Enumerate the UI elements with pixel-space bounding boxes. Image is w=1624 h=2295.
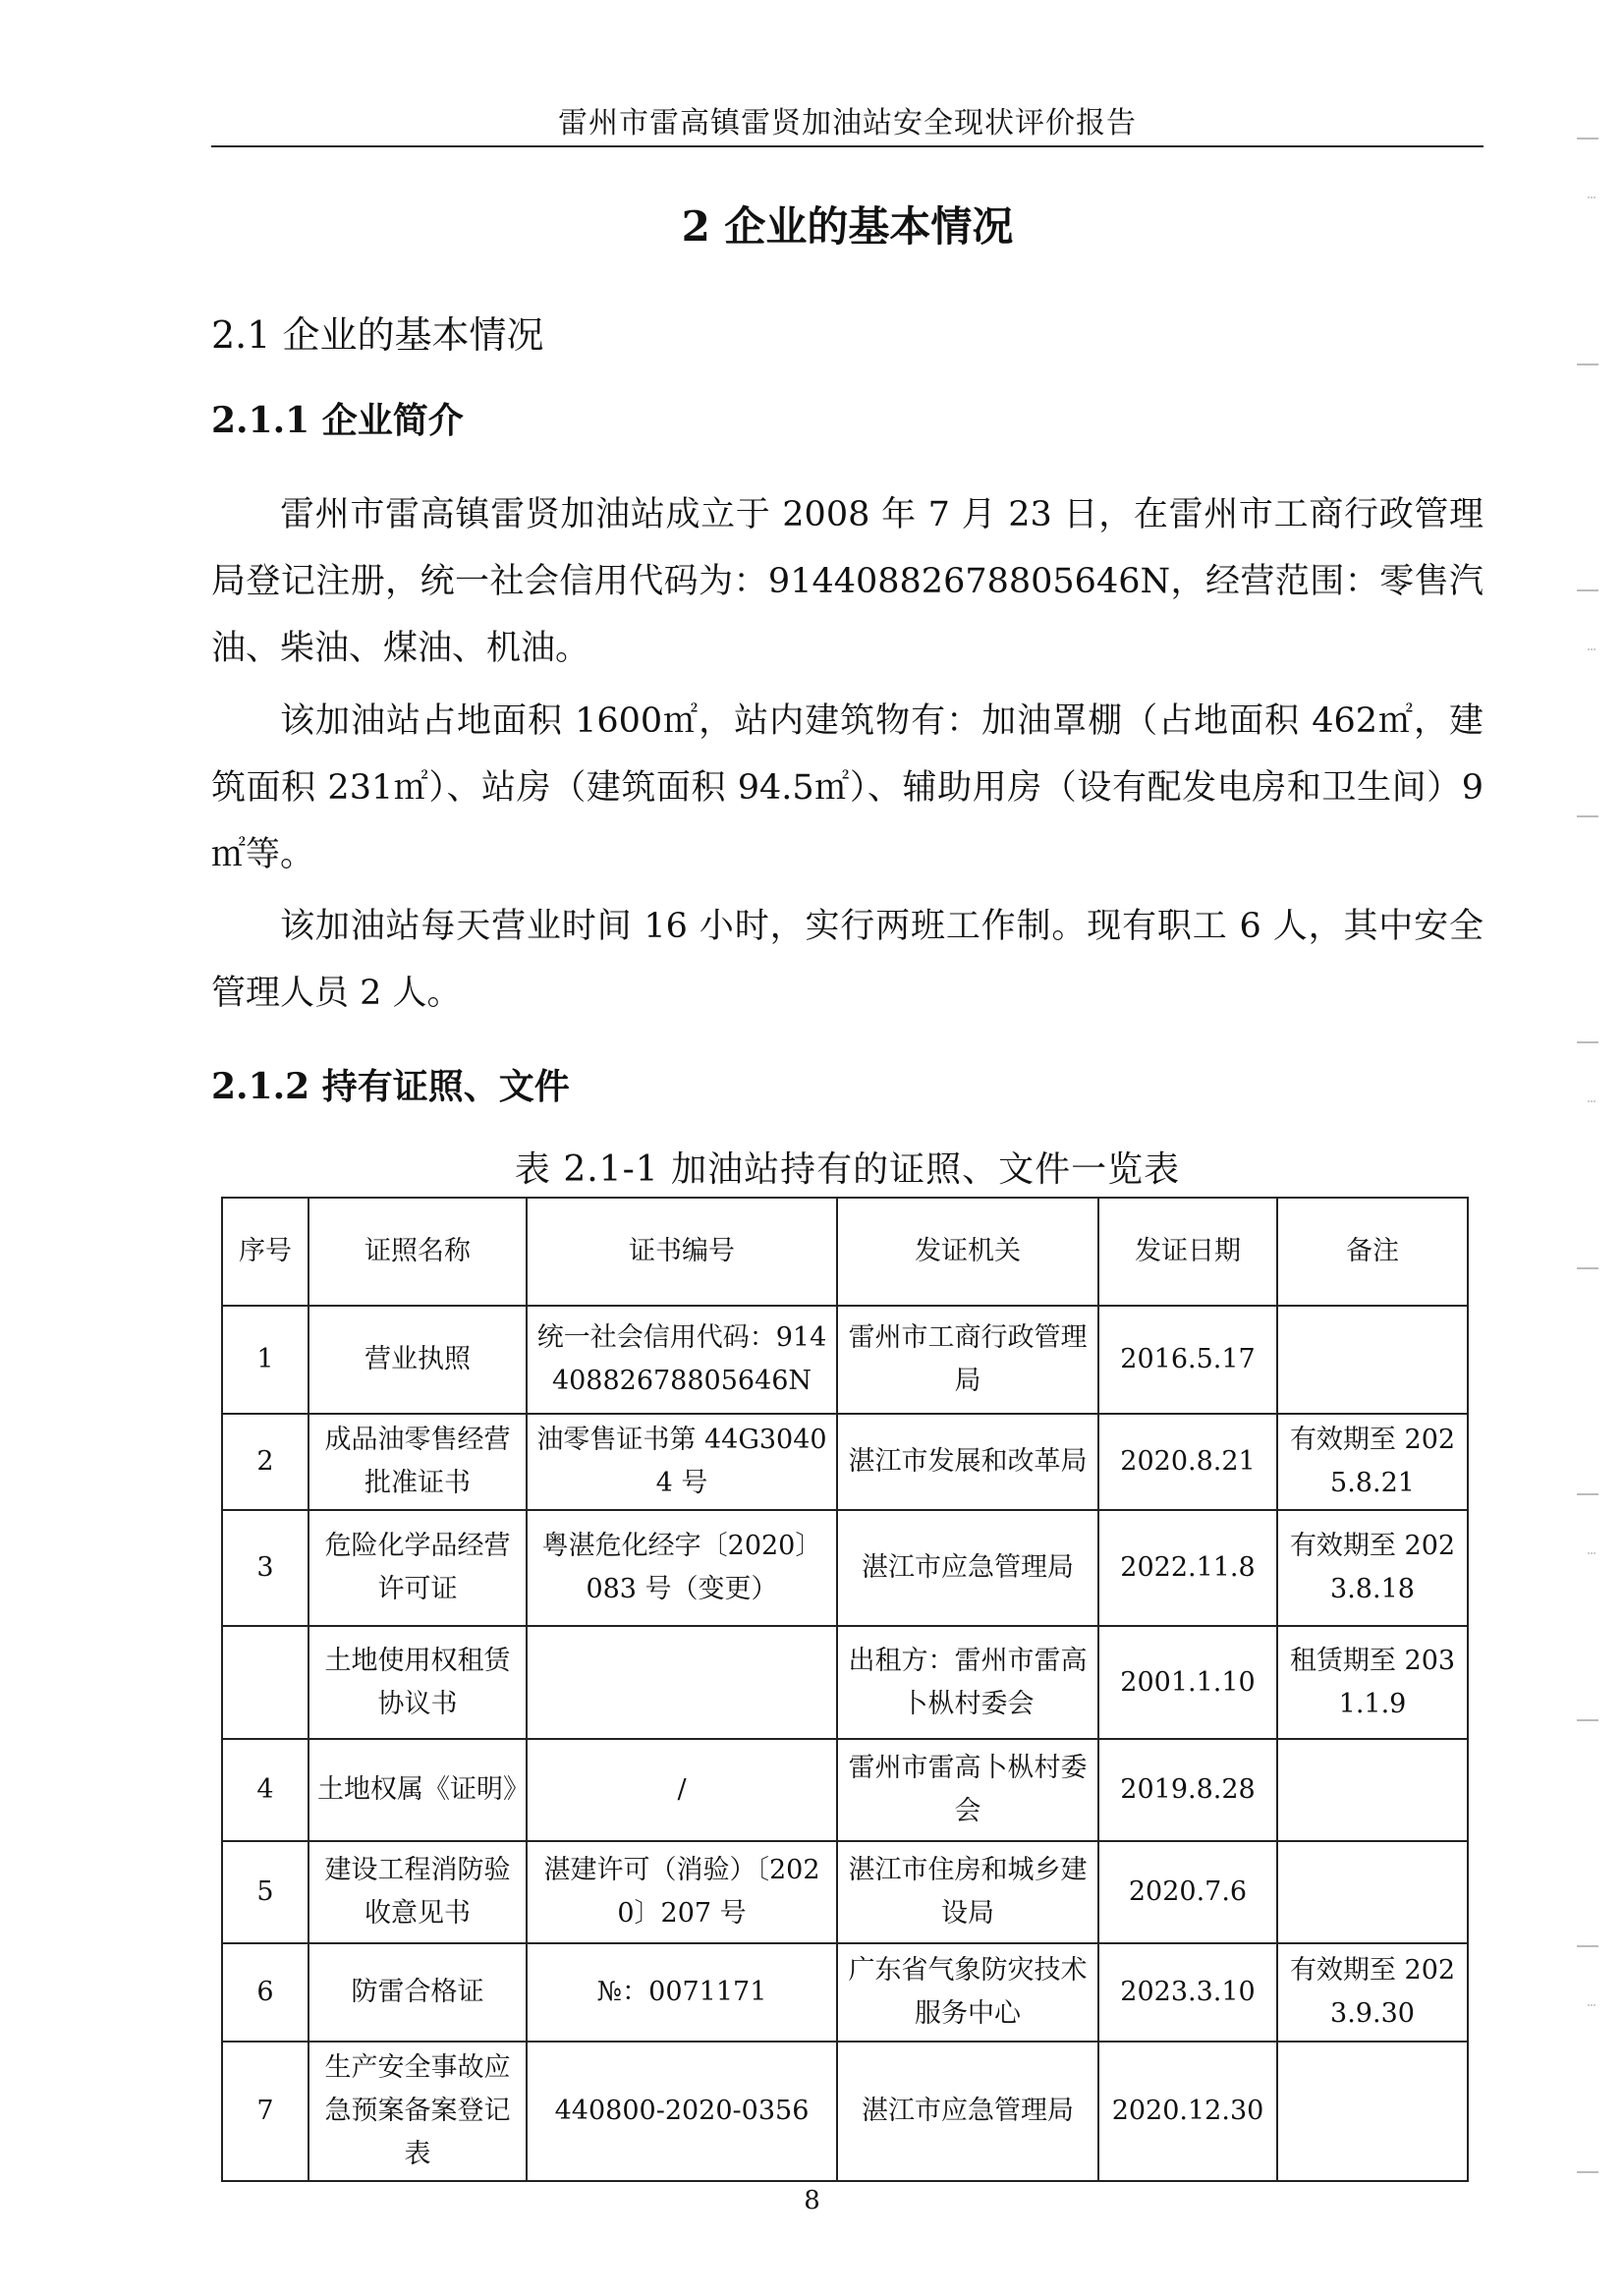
- scan-edge-dot: [1588, 196, 1596, 198]
- header-cert-name: 证照名称: [308, 1198, 527, 1306]
- scan-edge-mark: [1577, 1719, 1598, 1721]
- cell-cert-name: 土地权属《证明》: [308, 1739, 527, 1841]
- header-rule: [211, 145, 1484, 147]
- cell-cert-name: 危险化学品经营许可证: [308, 1510, 527, 1626]
- cell-cert-number: 粤湛危化经字〔2020〕083 号（变更）: [527, 1510, 837, 1626]
- cell-remarks: 有效期至 2023.8.18: [1277, 1510, 1468, 1626]
- cell-issuer: 广东省气象防灾技术服务中心: [837, 1943, 1098, 2042]
- cell-cert-number: 油零售证书第 44G30404 号: [527, 1414, 837, 1510]
- cell-issuer: 出租方：雷州市雷高卜枞村委会: [837, 1626, 1098, 1739]
- cell-issue-date: 2016.5.17: [1098, 1306, 1277, 1414]
- cell-cert-number: 统一社会信用代码：91440882678805646N: [527, 1306, 837, 1414]
- certificates-table: [221, 1197, 1469, 2182]
- scan-edge-dot: [1588, 648, 1596, 650]
- paragraph-company-intro: 雷州市雷高镇雷贤加油站成立于 2008 年 7 月 23 日，在雷州市工商行政管理局登记注册，统一社会信用代码为：91440882678805646N，经营范围：零售汽油、柴油、煤油、机油。: [211, 495, 1484, 668]
- cell-issuer: 雷州市雷高卜枞村委会: [837, 1739, 1098, 1841]
- cell-issuer: 湛江市发展和改革局: [837, 1414, 1098, 1510]
- table-row: [222, 1414, 1468, 1510]
- table-row: [222, 1841, 1468, 1943]
- table-row: [222, 1510, 1468, 1626]
- table-row: [222, 1739, 1468, 1841]
- paragraph-staff: 该加油站每天营业时间 16 小时，实行两班工作制。现有职工 6 人，其中安全管理人员 2 人。: [211, 907, 1484, 1013]
- cell-issue-date: 2023.3.10: [1098, 1943, 1277, 2042]
- cell-cert-number: /: [527, 1739, 837, 1841]
- header-remarks: 备注: [1277, 1198, 1468, 1306]
- scan-edge-mark: [1577, 815, 1598, 817]
- cell-issue-date: 2022.11.8: [1098, 1510, 1277, 1626]
- table-row: [222, 1943, 1468, 2042]
- cell-seq: 7: [222, 2042, 308, 2181]
- scan-edge-mark: [1577, 138, 1598, 140]
- cell-issue-date: 2020.8.21: [1098, 1414, 1277, 1510]
- scan-edge-dot: [1588, 1100, 1596, 1102]
- scan-edge-mark: [1577, 2171, 1598, 2173]
- header-issue-date: 发证日期: [1098, 1198, 1277, 1306]
- scan-edge-mark: [1577, 589, 1598, 591]
- table-header-row: [222, 1198, 1468, 1306]
- header-issuer: 发证机关: [837, 1198, 1098, 1306]
- cell-issue-date: 2020.7.6: [1098, 1841, 1277, 1943]
- cell-seq: 6: [222, 1943, 308, 2042]
- cell-cert-number: 440800-2020-0356: [527, 2042, 837, 2181]
- cell-cert-number: [527, 1626, 837, 1739]
- cell-seq: 5: [222, 1841, 308, 1943]
- cell-cert-name: 建设工程消防验收意见书: [308, 1841, 527, 1943]
- cell-cert-name: 生产安全事故应急预案备案登记表: [308, 2042, 527, 2181]
- cell-seq: 1: [222, 1306, 308, 1414]
- cell-remarks: [1277, 1841, 1468, 1943]
- scan-edge-mark: [1577, 1945, 1598, 1947]
- paragraph-site-area: 该加油站占地面积 1600㎡，站内建筑物有：加油罩棚（占地面积 462㎡，建筑面积 231㎡）、站房（建筑面积 94.5㎡）、辅助用房（设有配发电房和卫生间）9㎡等。: [211, 701, 1484, 874]
- running-header: 雷州市雷高镇雷贤加油站安全现状评价报告: [558, 106, 1137, 140]
- cell-seq: 2: [222, 1414, 308, 1510]
- cell-issue-date: 2020.12.30: [1098, 2042, 1277, 2181]
- cell-seq: [222, 1626, 308, 1739]
- scan-edge-mark: [1577, 1493, 1598, 1495]
- table-row: [222, 1306, 1468, 1414]
- scan-edge-mark: [1577, 1041, 1598, 1043]
- cell-remarks: 租赁期至 2031.1.9: [1277, 1626, 1468, 1739]
- cell-cert-number: №：0071171: [527, 1943, 837, 2042]
- cell-cert-number: 湛建许可（消验）〔2020〕207 号: [527, 1841, 837, 1943]
- cell-remarks: [1277, 1739, 1468, 1841]
- scan-edge-mark: [1577, 364, 1598, 365]
- cell-issue-date: 2019.8.28: [1098, 1739, 1277, 1841]
- chapter-title: 2 企业的基本情况: [681, 202, 1014, 251]
- table-row: [222, 2042, 1468, 2181]
- scan-edge-dot: [1588, 2004, 1596, 2006]
- scan-edge-mark: [1577, 1267, 1598, 1269]
- cell-seq: 3: [222, 1510, 308, 1626]
- table-caption: 表 2.1-1 加油站持有的证照、文件一览表: [514, 1149, 1181, 1190]
- cell-cert-name: 防雷合格证: [308, 1943, 527, 2042]
- cell-remarks: 有效期至 2023.9.30: [1277, 1943, 1468, 2042]
- scan-edge-dot: [1588, 1552, 1596, 1554]
- cell-remarks: [1277, 2042, 1468, 2181]
- cell-cert-name: 土地使用权租赁协议书: [308, 1626, 527, 1739]
- cell-issue-date: 2001.1.10: [1098, 1626, 1277, 1739]
- cell-issuer: 雷州市工商行政管理局: [837, 1306, 1098, 1414]
- header-cert-number: 证书编号: [527, 1198, 837, 1306]
- cell-remarks: [1277, 1306, 1468, 1414]
- cell-issuer: 湛江市应急管理局: [837, 2042, 1098, 2181]
- cell-seq: 4: [222, 1739, 308, 1841]
- subsection-title-intro: 2.1.1 企业简介: [211, 400, 464, 441]
- cell-issuer: 湛江市住房和城乡建设局: [837, 1841, 1098, 1943]
- section-title: 2.1 企业的基本情况: [211, 313, 544, 357]
- cell-remarks: 有效期至 2025.8.21: [1277, 1414, 1468, 1510]
- table-row: [222, 1626, 1468, 1739]
- cell-cert-name: 营业执照: [308, 1306, 527, 1414]
- cell-cert-name: 成品油零售经营批准证书: [308, 1414, 527, 1510]
- subsection-title-certificates: 2.1.2 持有证照、文件: [211, 1066, 570, 1107]
- cell-issuer: 湛江市应急管理局: [837, 1510, 1098, 1626]
- header-seq: 序号: [222, 1198, 308, 1306]
- page-number: 8: [804, 2186, 820, 2215]
